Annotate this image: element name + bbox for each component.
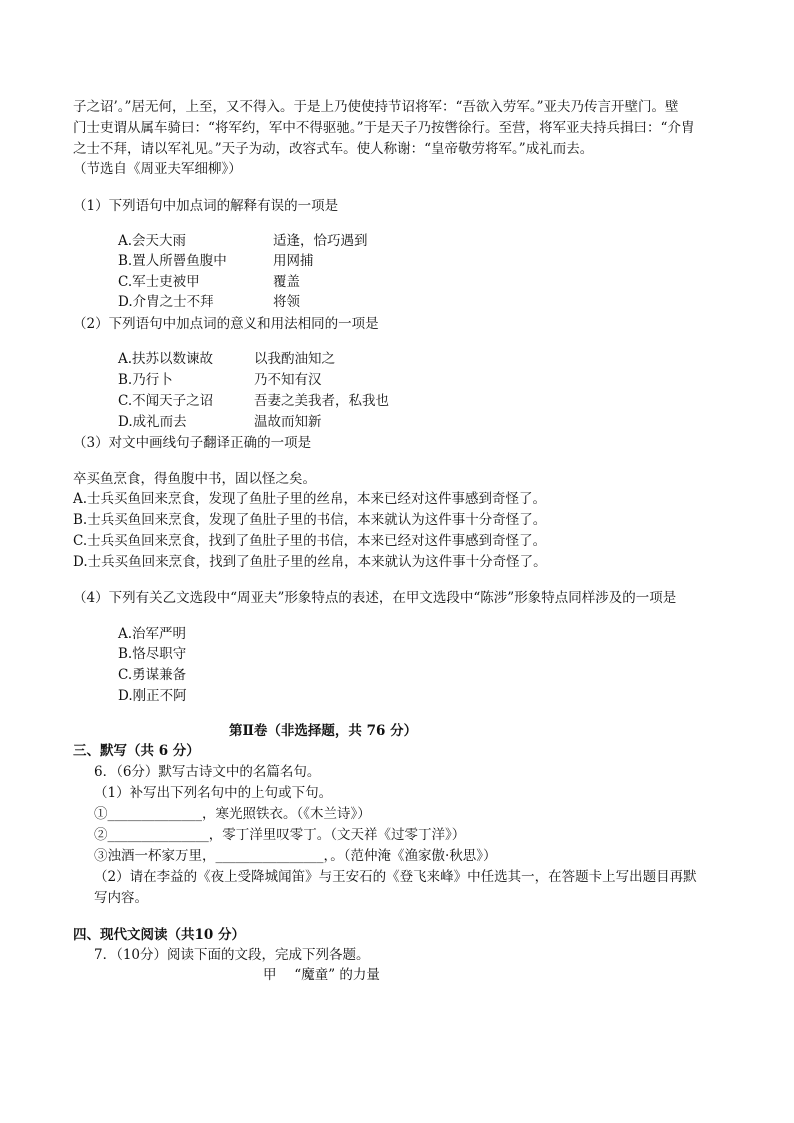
q1-option-a-meaning: 适逢，恰巧遇到 <box>273 233 368 249</box>
q4-stem: （4）下列有关乙文选段中“周亚夫”形象特点的表述，在甲文选段中“陈涉”形象特点同样涉及的一项是 <box>73 590 677 606</box>
q6-line-1 <box>94 805 371 824</box>
q6-line-2-blank[interactable]: _______________ <box>107 827 209 843</box>
q2-option-a-pair: 以我酌油知之 <box>254 351 335 367</box>
q3-option-a: A.士兵买鱼回来烹食，发现了鱼肚子里的丝帛，本来已经对这件事感到奇怪了。 <box>73 491 547 507</box>
q3-stem: （3）对文中画线句子翻译正确的一项是 <box>73 435 312 451</box>
section3-heading: 三、默写（共 6 分） <box>73 743 200 759</box>
q6-stem: 6．（6分）默写古诗文中的名篇名句。 <box>94 764 321 780</box>
q6-line-3 <box>94 847 497 866</box>
passage-line-2: 门士吏谓从属车骑曰：“将军约，军中不得驱驰。”于是天子乃按辔徐行。至营，将军亚夫持兵揖曰：“介胄 <box>73 120 695 136</box>
part2-title: 第Ⅱ卷（非选择题，共 76 分） <box>229 723 418 739</box>
q1-option-b-meaning: 用网捕 <box>273 253 314 269</box>
q3-option-c: C.士兵买鱼回来烹食，找到了鱼肚子里的书信，本来已经对这件事感到奇怪了。 <box>73 533 547 549</box>
q3-option-b: B.士兵买鱼回来烹食，发现了鱼肚子里的书信，本来就认为这件事十分奇怪了。 <box>73 512 547 528</box>
q3-sentence: 卒买鱼烹食，得鱼腹中书，固以怪之矣。 <box>73 471 316 487</box>
passage-source: （节选自《周亚夫军细柳》） <box>73 161 242 177</box>
q6-sub2-line-2: 写内容。 <box>94 890 148 906</box>
q1-option-c-meaning: 覆盖 <box>273 274 300 290</box>
q2-option-d: D.成礼而去 <box>118 414 187 430</box>
q1-option-a: A.会天大雨 <box>118 233 187 249</box>
q6-sub1: （1）补写出下列名句中的上句或下句。 <box>94 785 333 801</box>
q2-option-c: C.不闻天子之诏 <box>118 393 214 409</box>
q6-line-2-text: ，零丁洋里叹零丁。（文天祥《过零丁洋》） <box>208 827 466 843</box>
q6-line-1-number: ① <box>94 806 108 822</box>
passage-line-1: 子之诏’。”居无何，上至，又不得入。于是上乃使使持节诏将军：“吾欲入劳军。”亚夫乃传言开壁门。壁 <box>73 99 679 115</box>
q1-option-b: B.置人所罾鱼腹中 <box>118 253 227 269</box>
q4-option-b: B.恪尽职守 <box>118 646 187 662</box>
q6-line-1-text: ，寒光照铁衣。（《木兰诗》） <box>202 806 371 822</box>
passage-line-3: 之士不拜，请以军礼见。”天子为动，改容式车。使人称谢：“皇帝敬劳将军。”成礼而去。 <box>73 141 594 157</box>
q4-option-a: A.治军严明 <box>118 626 187 642</box>
q2-option-d-pair: 温故而知新 <box>254 414 322 430</box>
q2-option-b: B.乃行卜 <box>118 372 173 388</box>
q7-passage-title: 甲 “魔童” 的力量 <box>263 967 380 983</box>
q2-option-b-pair: 乃不知有汉 <box>254 372 322 388</box>
q2-stem: （2）下列语句中加点词的意义和用法相同的一项是 <box>73 316 379 332</box>
q1-option-c: C.军士吏被甲 <box>118 274 200 290</box>
q3-option-d: D.士兵买鱼回来烹食，找到了鱼肚子里的丝帛，本来就认为这件事十分奇怪了。 <box>73 554 547 570</box>
q6-line-3-blank[interactable]: ________________ <box>215 848 324 864</box>
q6-line-2-number: ② <box>94 827 108 843</box>
q7-stem: 7．（10分）阅读下面的文段，完成下列各题。 <box>94 947 370 963</box>
q6-sub2-line-1: （2）请在李益的《夜上受降城闻笛》与王安石的《登飞来峰》中任选其一，在答题卡上写出题目再默 <box>94 869 697 885</box>
q4-option-d: D.刚正不阿 <box>118 688 187 704</box>
q6-line-3-text: ，。（范仲淹《渔家傲·秋思》） <box>323 848 497 864</box>
q1-option-d-meaning: 将领 <box>273 294 300 310</box>
q1-stem: （1）下列语句中加点词的解释有误的一项是 <box>73 198 339 214</box>
q6-line-2 <box>94 826 465 845</box>
q2-option-a: A.扶苏以数谏故 <box>118 351 214 367</box>
q1-option-d: D.介胄之士不拜 <box>118 294 214 310</box>
q6-line-1-blank[interactable]: ______________ <box>107 806 202 822</box>
q4-option-c: C.勇谋兼备 <box>118 667 187 683</box>
section4-heading: 四、现代文阅读（共10 分） <box>73 927 245 943</box>
q2-option-c-pair: 吾妻之美我者，私我也 <box>254 393 389 409</box>
q6-line-3-text-start: ③浊酒一杯家万里， <box>94 848 216 864</box>
